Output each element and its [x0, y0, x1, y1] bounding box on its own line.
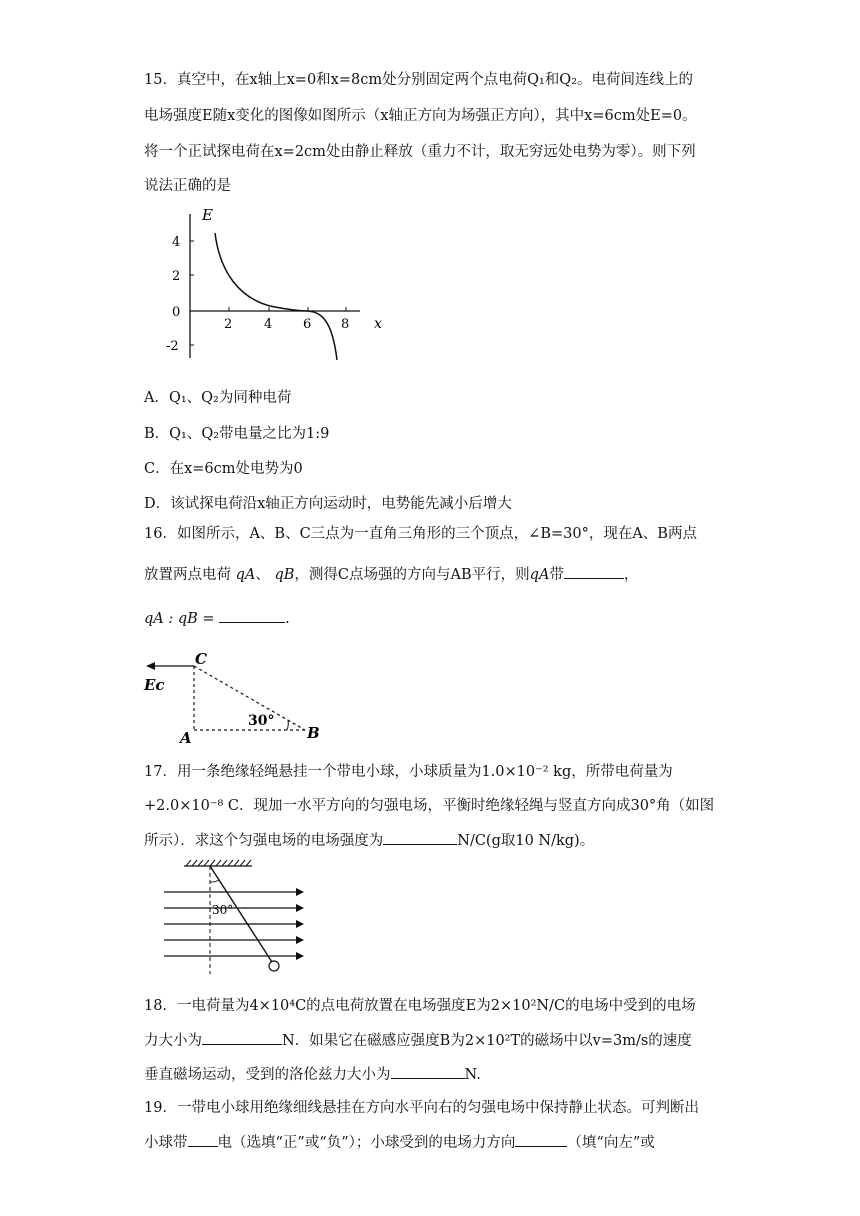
q16-blank-1[interactable]	[564, 564, 624, 579]
label-a: A	[180, 729, 192, 747]
q16-line-2: 放置两点电荷 qA、 qB，测得C点场强的方向与AB平行，则qA带 ，	[144, 564, 724, 585]
x-tick-8: 8	[341, 317, 350, 332]
x-tick-6: 6	[303, 317, 312, 332]
x-axis-label: x	[374, 316, 382, 332]
q19-line-2: 小球带 电（选填“正”或“负”）；小球受到的电场力方向 （填“向左”或	[144, 1132, 724, 1153]
q15-option-d: D．该试探电荷沿x轴正方向运动时，电势能先减小后增大	[144, 496, 512, 512]
q16-qA: qA	[235, 567, 256, 583]
q16-blank-2[interactable]	[219, 608, 285, 623]
q16-qB: qB	[274, 567, 295, 583]
y-tick-neg2: -2	[166, 339, 179, 354]
q17-line-1: 17．用一条绝缘轻绳悬挂一个带电小球，小球质量为1.0×10⁻² kg，所带电荷量为	[144, 764, 673, 780]
q15-line-2: 电场强度E随x变化的图像如图所示（x轴正方向为场强正方向），其中x=6cm处E=0。	[144, 108, 697, 124]
charged-ball	[269, 961, 279, 971]
q15-e-x-graph	[160, 198, 400, 368]
q17-line-3: 所示）．求这个匀强电场的电场强度为 N/C(g取10 N/kg)。	[144, 830, 724, 851]
y-tick-2: 2	[172, 269, 181, 284]
q18-line-3: 垂直磁场运动，受到的洛伦兹力大小为 N.	[144, 1064, 724, 1085]
q18-line-2: 力大小为 N．如果它在磁感应强度B为2×10²T的磁场中以v=3m/s的速度	[144, 1030, 724, 1051]
q18-line-1: 18．一电荷量为4×10⁴C的点电荷放置在电场强度E为2×10²N/C的电场中受到的电场	[144, 998, 696, 1014]
q17-blank[interactable]	[383, 830, 457, 845]
e-field-curve	[215, 233, 337, 360]
q16-line-1: 16．如图所示，A、B、C三点为一直角三角形的三个顶点，∠B=30°，现在A、B两点	[144, 526, 697, 542]
q15-option-c: C．在x=6cm处电势为0	[144, 461, 303, 477]
label-angle-30: 30°	[212, 903, 234, 917]
q17-pendulum-figure	[160, 856, 310, 976]
q17-line-2: +2.0×10⁻⁸ C．现加一水平方向的匀强电场，平衡时绝缘轻绳与竖直方向成30°角（如图	[144, 798, 715, 814]
x-tick-2: 2	[224, 317, 233, 332]
q18-blank-1[interactable]	[202, 1030, 282, 1045]
q15-line-3: 将一个正试探电荷在x=2cm处由静止释放（重力不计，取无穷远处电势为零）。则下列	[144, 144, 696, 160]
q16-triangle-figure	[140, 648, 340, 748]
q15-line-4: 说法正确的是	[144, 178, 231, 194]
q15-option-b: B．Q₁、Q₂带电量之比为1:9	[144, 426, 330, 442]
x-tick-4: 4	[264, 317, 273, 332]
q18-blank-2[interactable]	[391, 1064, 465, 1079]
label-b: B	[307, 724, 320, 742]
label-c: C	[195, 650, 207, 668]
q19-blank-1[interactable]	[188, 1132, 218, 1147]
y-tick-0: 0	[172, 305, 181, 320]
q15-option-a: A．Q₁、Q₂为同种电荷	[144, 390, 292, 406]
q19-line-1: 19．一带电小球用绝缘细线悬挂在方向水平向右的匀强电场中保持静止状态。可判断出	[144, 1100, 699, 1116]
q19-blank-2[interactable]	[515, 1132, 567, 1147]
q16-line-3: qA : qB = .	[144, 608, 724, 629]
q15-line-1: 15．真空中，在x轴上x=0和x=8cm处分别固定两个点电荷Q₁和Q₂。电荷间连线上的	[144, 72, 694, 88]
label-ec: Ec	[144, 676, 165, 694]
y-tick-4: 4	[172, 235, 181, 250]
y-axis-label: E	[202, 206, 213, 224]
label-angle: 30°	[248, 713, 275, 729]
